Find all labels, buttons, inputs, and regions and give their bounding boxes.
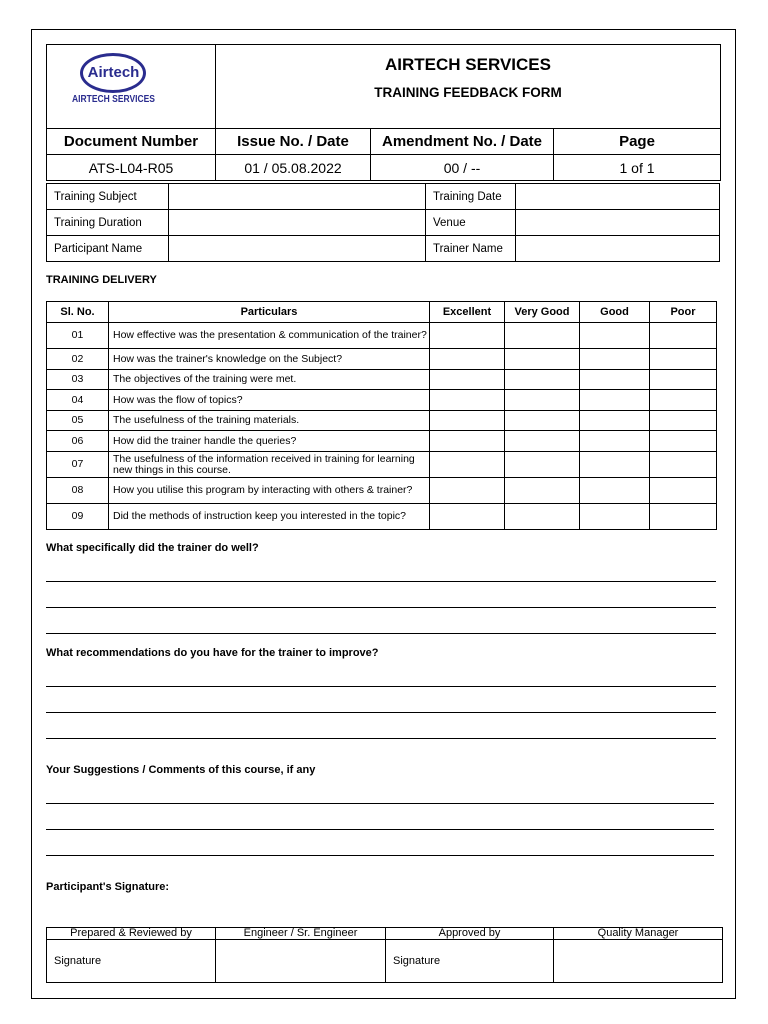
- rating-poor[interactable]: [650, 349, 717, 370]
- row-number: 04: [47, 390, 109, 411]
- answer-line[interactable]: [46, 738, 716, 739]
- column-header: Excellent: [430, 302, 505, 323]
- rating-excellent[interactable]: [430, 504, 505, 530]
- signature-cell[interactable]: Signature: [47, 940, 216, 983]
- title-cell: [216, 45, 721, 129]
- answer-line[interactable]: [46, 829, 714, 830]
- amendment-date: 00 / --: [371, 155, 554, 181]
- rating-excellent[interactable]: [430, 370, 505, 390]
- rating-very-good[interactable]: [505, 431, 580, 452]
- row-question: Did the methods of instruction keep you interested in the topic?: [109, 504, 430, 530]
- meta-header: Amendment No. / Date: [371, 129, 554, 155]
- rating-very-good[interactable]: [505, 452, 580, 478]
- approval-header-row: [47, 928, 723, 940]
- row-question: How was the flow of topics?: [109, 390, 430, 411]
- rating-poor[interactable]: [650, 478, 717, 504]
- logo-cell: [47, 45, 216, 129]
- rating-very-good[interactable]: [505, 504, 580, 530]
- rating-poor[interactable]: [650, 390, 717, 411]
- delivery-header-row: [47, 302, 717, 323]
- info-label: Participant Name: [47, 236, 169, 262]
- meta-value-row: [47, 155, 721, 181]
- signature-cell[interactable]: [554, 940, 723, 983]
- row-number: 07: [47, 452, 109, 478]
- column-header: Sl. No.: [47, 302, 109, 323]
- row-number: 09: [47, 504, 109, 530]
- info-row: [47, 210, 720, 236]
- rating-excellent[interactable]: [430, 323, 505, 349]
- rating-very-good[interactable]: [505, 323, 580, 349]
- table-row: [47, 411, 717, 431]
- table-row: [47, 452, 717, 478]
- airtech-logo: [47, 45, 180, 128]
- info-label: Trainer Name: [426, 236, 516, 262]
- info-label: Training Date: [426, 184, 516, 210]
- column-header: Very Good: [505, 302, 580, 323]
- info-row: [47, 184, 720, 210]
- rating-very-good[interactable]: [505, 390, 580, 411]
- table-row: [47, 478, 717, 504]
- row-question: The objectives of the training were met.: [109, 370, 430, 390]
- rating-good[interactable]: [580, 478, 650, 504]
- table-row: [47, 390, 717, 411]
- row-question: How was the trainer's knowledge on the Subject?: [109, 349, 430, 370]
- rating-good[interactable]: [580, 431, 650, 452]
- company-name: AIRTECH SERVICES: [385, 55, 551, 74]
- rating-good[interactable]: [580, 504, 650, 530]
- rating-poor[interactable]: [650, 323, 717, 349]
- table-row: [47, 431, 717, 452]
- row-number: 06: [47, 431, 109, 452]
- rating-very-good[interactable]: [505, 370, 580, 390]
- row-number: 01: [47, 323, 109, 349]
- info-row: [47, 236, 720, 262]
- column-header: Good: [580, 302, 650, 323]
- rating-good[interactable]: [580, 390, 650, 411]
- table-row: [47, 504, 717, 530]
- meta-header: Issue No. / Date: [216, 129, 371, 155]
- row-question: The usefulness of the information received in training for learning new things in this course.: [109, 452, 430, 478]
- answer-line[interactable]: [46, 633, 716, 634]
- meta-header: Page: [554, 129, 721, 155]
- rating-excellent[interactable]: [430, 478, 505, 504]
- row-question: How did the trainer handle the queries?: [109, 431, 430, 452]
- info-label: Training Duration: [47, 210, 169, 236]
- row-question: How effective was the presentation & communication of the trainer?: [109, 323, 430, 349]
- form-title: TRAINING FEEDBACK FORM: [374, 85, 562, 100]
- rating-good[interactable]: [580, 411, 650, 431]
- question-suggestions: Your Suggestions / Comments of this course, if any: [46, 764, 316, 776]
- row-question: How you utilise this program by interacting with others & trainer?: [109, 478, 430, 504]
- logo-wordmark: Airtech: [87, 64, 140, 81]
- participant-signature-label: Participant's Signature:: [46, 881, 170, 893]
- approval-header: Quality Manager: [554, 928, 723, 940]
- rating-good[interactable]: [580, 370, 650, 390]
- venue-field[interactable]: [516, 210, 720, 236]
- question-recommendations: What recommendations do you have for the trainer to improve?: [46, 647, 379, 659]
- rating-excellent[interactable]: [430, 431, 505, 452]
- rating-very-good[interactable]: [505, 349, 580, 370]
- answer-line[interactable]: [46, 855, 714, 856]
- answer-line[interactable]: [46, 607, 716, 608]
- training-delivery-table: [46, 301, 717, 530]
- column-header: Poor: [650, 302, 717, 323]
- meta-header-row: [47, 129, 721, 155]
- approval-header: Prepared & Reviewed by: [47, 928, 216, 940]
- row-question: The usefulness of the training materials.: [109, 411, 430, 431]
- rating-excellent[interactable]: [430, 411, 505, 431]
- rating-poor[interactable]: [650, 431, 717, 452]
- document-header: [46, 44, 721, 181]
- rating-excellent[interactable]: [430, 349, 505, 370]
- training-duration-field[interactable]: [169, 210, 426, 236]
- row-number: 08: [47, 478, 109, 504]
- issue-date: 01 / 05.08.2022: [216, 155, 371, 181]
- rating-poor[interactable]: [650, 452, 717, 478]
- signature-cell[interactable]: Signature: [386, 940, 554, 983]
- info-label: Venue: [426, 210, 516, 236]
- page-number: 1 of 1: [554, 155, 721, 181]
- signature-cell[interactable]: [216, 940, 386, 983]
- column-header: Particulars: [109, 302, 430, 323]
- answer-line[interactable]: [46, 712, 716, 713]
- rating-poor[interactable]: [650, 504, 717, 530]
- participant-name-field[interactable]: [169, 236, 426, 262]
- info-label: Training Subject: [47, 184, 169, 210]
- rating-good[interactable]: [580, 452, 650, 478]
- section-title: TRAINING DELIVERY: [46, 274, 157, 286]
- rating-very-good[interactable]: [505, 478, 580, 504]
- training-subject-field[interactable]: [169, 184, 426, 210]
- trainer-name-field[interactable]: [516, 236, 720, 262]
- rating-poor[interactable]: [650, 370, 717, 390]
- document-number: ATS-L04-R05: [47, 155, 216, 181]
- meta-header: Document Number: [47, 129, 216, 155]
- rating-very-good[interactable]: [505, 411, 580, 431]
- answer-line[interactable]: [46, 803, 714, 804]
- row-number: 03: [47, 370, 109, 390]
- row-number: 05: [47, 411, 109, 431]
- approval-table: [46, 927, 723, 983]
- table-row: [47, 323, 717, 349]
- rating-good[interactable]: [580, 323, 650, 349]
- approval-header: Approved by: [386, 928, 554, 940]
- approval-header: Engineer / Sr. Engineer: [216, 928, 386, 940]
- table-row: [47, 349, 717, 370]
- answer-line[interactable]: [46, 581, 716, 582]
- approval-signature-row: [47, 940, 723, 983]
- rating-excellent[interactable]: [430, 452, 505, 478]
- training-date-field[interactable]: [516, 184, 720, 210]
- answer-line[interactable]: [46, 686, 716, 687]
- rating-excellent[interactable]: [430, 390, 505, 411]
- row-number: 02: [47, 349, 109, 370]
- rating-good[interactable]: [580, 349, 650, 370]
- training-info-table: [46, 183, 720, 262]
- table-row: [47, 370, 717, 390]
- question-did-well: What specifically did the trainer do well?: [46, 542, 259, 554]
- rating-poor[interactable]: [650, 411, 717, 431]
- logo-subtitle: AIRTECH SERVICES: [72, 94, 155, 105]
